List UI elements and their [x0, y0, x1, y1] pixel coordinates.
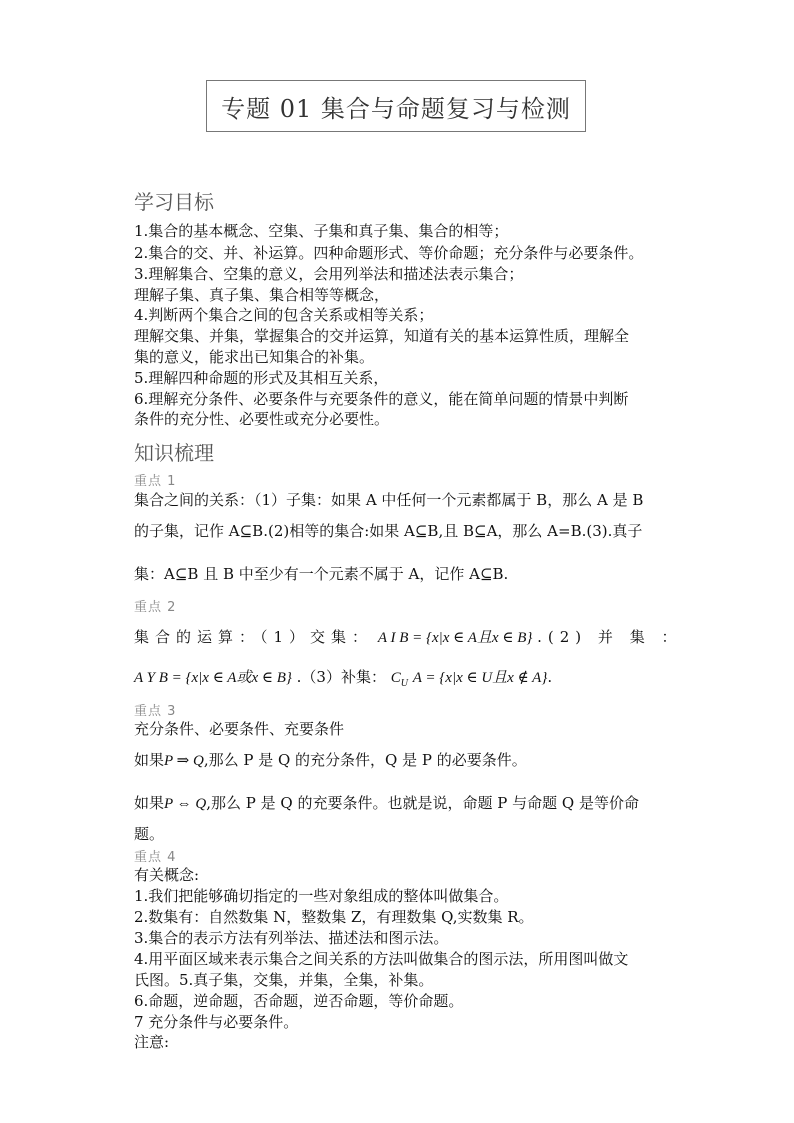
key-point-4-line: 6.命题，逆命题，否命题，逆否命题，等价命题。: [134, 992, 464, 1010]
intersection-formula: A I B = {x|x ∈ A且x ∈ B}: [377, 630, 533, 646]
iff-formula: P ⇔ Q: [164, 796, 207, 812]
sufficient-text: ,那么 P 是 Q 的充分条件，Q 是 P 的必要条件。: [203, 751, 527, 769]
key-point-4-line: 7 充分条件与必要条件。: [134, 1013, 299, 1031]
goal-line: 5.理解四种命题的形式及其相互关系，: [134, 369, 389, 387]
key-point-1-line: 的子集，记作 A⊆B.(2)相等的集合:如果 A⊆B,且 B⊆A，那么 A=B.(3).真子: [134, 522, 643, 540]
section-heading-knowledge: 知识梳理: [134, 441, 214, 465]
key-point-2-line-1: [134, 627, 682, 648]
equivalent-text: ,那么 P 是 Q 的充要条件。也就是说，命题 P 与命题 Q 是等价命: [206, 794, 639, 812]
key-point-1-line: 集合之间的关系：（1）子集：如果 A 中任何一个元素都属于 B，那么 A 是 B: [134, 491, 644, 509]
goal-line: 理解交集、并集，掌握集合的交并运算，知道有关的基本运算性质，理解全: [134, 327, 630, 345]
key-point-4-line: 注意:: [134, 1033, 170, 1051]
key-point-label-2: 重点 2: [134, 600, 177, 615]
key-point-3-line: 充分条件、必要条件、充要条件: [134, 720, 345, 738]
complement-formula: A = {x|x ∈ U且x ∉ A}: [412, 670, 548, 686]
if-text: 如果: [134, 751, 165, 769]
complement-end: .: [547, 668, 553, 686]
goal-line: 条件的充分性、必要性或充分必要性。: [134, 410, 390, 428]
complement-label: .（3）补集：: [296, 668, 386, 686]
key-point-2-line-2: [134, 667, 552, 694]
key-point-3-line: 题。: [134, 825, 165, 843]
key-point-4-line: 2.数集有：自然数集 N，整数集 Z，有理数集 Q,实数集 R。: [134, 908, 534, 926]
section-heading-learning-goals: 学习目标: [134, 190, 214, 214]
key-point-label-3: 重点 3: [134, 704, 177, 719]
goal-line: 4.判断两个集合之间的包含关系或相等关系；: [134, 306, 434, 324]
goal-line: 6.理解充分条件、必要条件与充要条件的意义，能在简单问题的情景中判断: [134, 390, 629, 408]
key-point-4-line: 氏图。5.真子集，交集，并集，全集，补集。: [134, 971, 434, 989]
key-point-1-line: 集：A⊆B 且 B 中至少有一个元素不属于 A，记作 A⊆B.: [134, 565, 509, 583]
key-point-4-line: 3.集合的表示方法有列举法、描述法和图示法。: [134, 929, 449, 947]
goal-line: 理解子集、真子集、集合相等等概念，: [134, 286, 390, 304]
if-text: 如果: [134, 794, 165, 812]
complement-formula-sub: U: [400, 678, 408, 689]
key-point-4-line: 4.用平面区域来表示集合之间关系的方法叫做集合的图示法，所用图叫做文: [134, 950, 629, 968]
goal-line: 3.理解集合、空集的意义，会用列举法和描述法表示集合；: [134, 265, 524, 283]
union-formula: A Y B = {x|x ∈ A或x ∈ B}: [134, 670, 292, 686]
goal-line: 2.集合的交、并、补运算。四种命题形式、等价命题；充分条件与必要条件。: [134, 244, 644, 262]
goal-line: 集的意义，能求出已知集合的补集。: [134, 348, 375, 366]
goal-line: 1.集合的基本概念、空集、子集和真子集、集合的相等；: [134, 222, 509, 240]
key-point-label-1: 重点 1: [134, 474, 177, 489]
key-point-label-4: 重点 4: [134, 850, 177, 865]
operations-text: 集合的运算：（1）交集：: [134, 628, 374, 646]
key-point-4-line: 有关概念:: [134, 866, 200, 884]
union-label: .(2) 并 集 ：: [537, 628, 683, 646]
key-point-4-line: 1.我们把能够确切指定的一些对象组成的整体叫做集合。: [134, 887, 509, 905]
key-point-3-line-sufficient: [134, 750, 527, 771]
complement-formula-c: C: [390, 670, 401, 686]
page-title: 专题 01 集合与命题复习与检测: [206, 80, 586, 132]
key-point-3-line-equivalent: [134, 793, 639, 814]
implies-formula: P ⇒ Q: [164, 753, 204, 769]
